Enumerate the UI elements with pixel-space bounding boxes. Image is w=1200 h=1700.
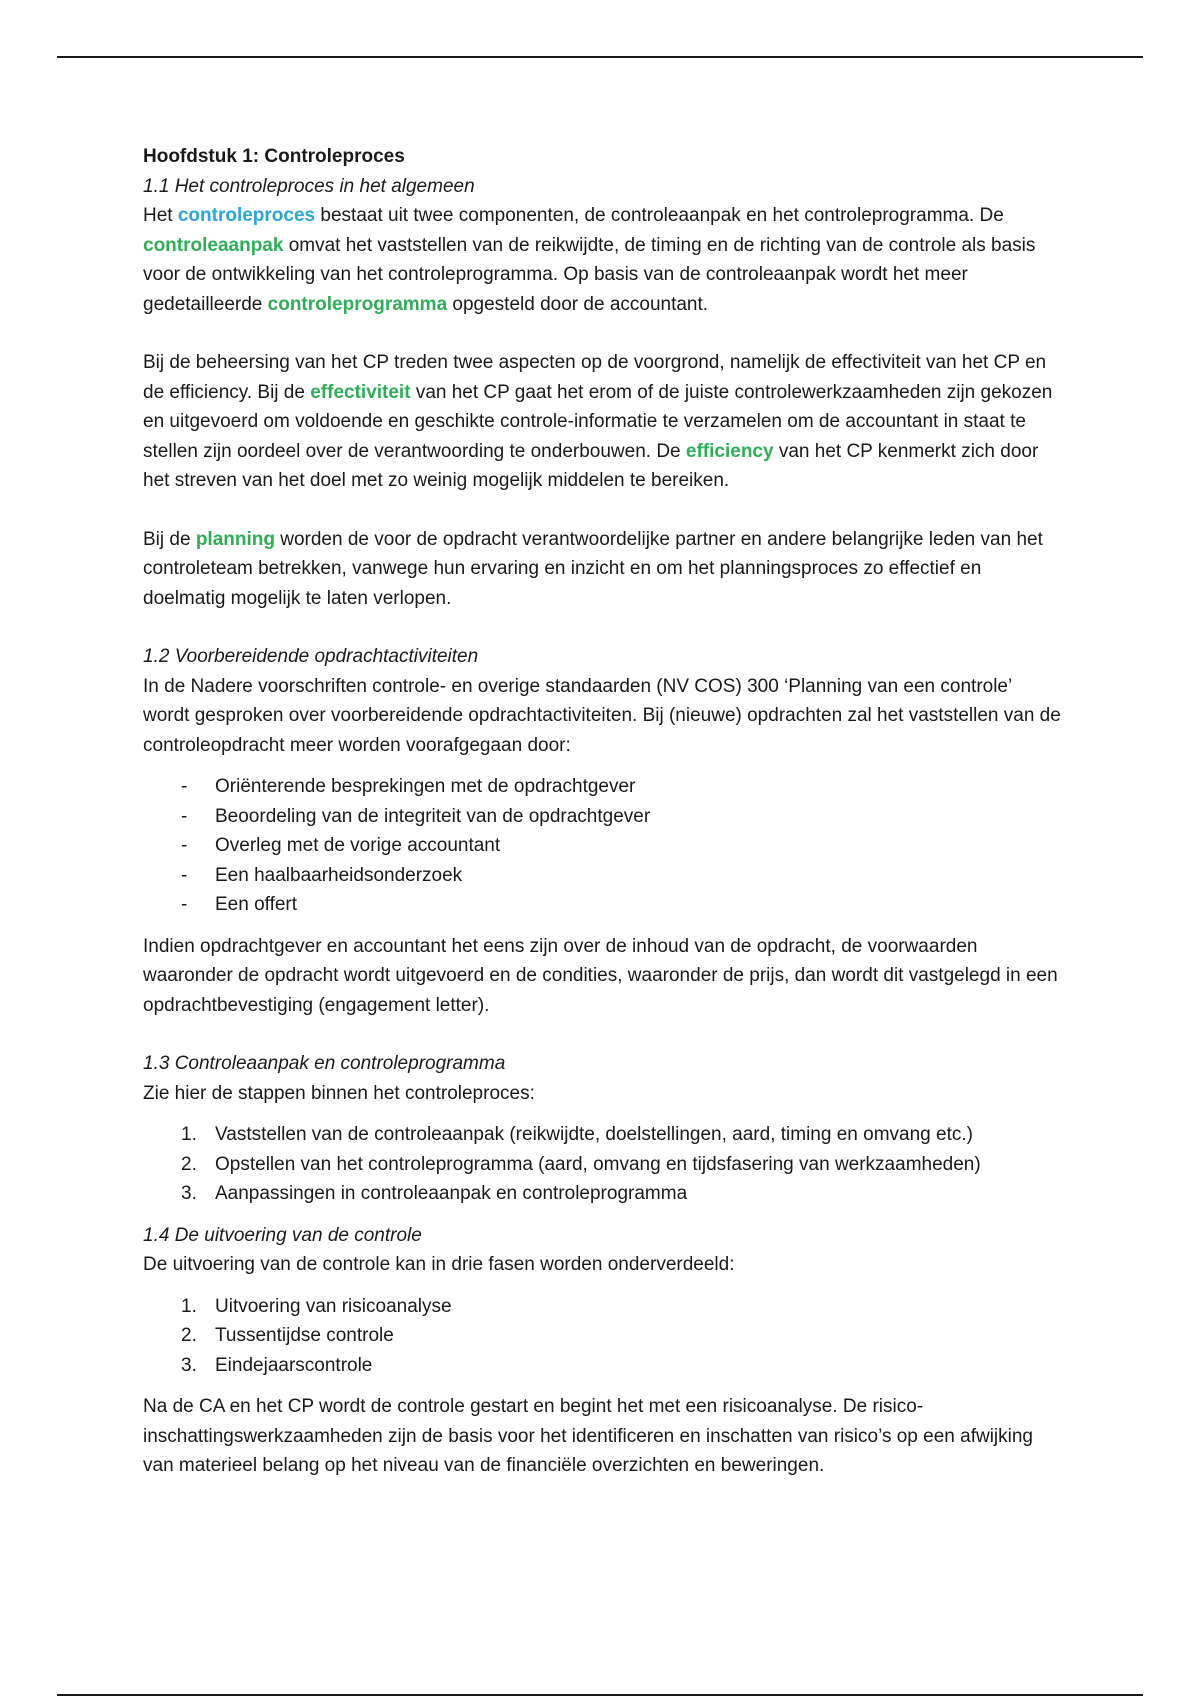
footer-rule [57,1694,1143,1696]
list-item [143,802,1063,832]
list-item-text: Vaststellen van de controleaanpak (reikwijdte, doelstellingen, aard, timing en omvang etc.) [215,1124,973,1145]
dash-marker: - [181,835,188,856]
text-run: omvat het vaststellen van de reikwijdte, de timing en de richting van de controle als basis voor de ontwikkeling van het controleprogramma. Op basis van de controleaanpak wordt het meer gedetailleerde [143,234,1036,315]
list-number: 3. [181,1183,197,1204]
text-run: Bij de beheersing van het CP treden twee aspecten op de voorgrond, namelijk de effectiviteit van het CP en de efficiency. Bij de [143,352,1047,403]
spacer [143,1209,1063,1221]
list-item-text: Uitvoering van risicoanalyse [215,1295,452,1317]
section-1-2-outro: Indien opdrachtgever en accountant het eens zijn over de inhoud van de opdracht, de voorwaarden waaronder de opdracht wordt uitgevoerd en de condities, waaronder de prijs, dan wordt dit vastgelegd in een opdrachtbevestiging (engagement letter). [143,935,1058,1016]
list-item-text: Een haalbaarheidsonderzoek [215,864,463,886]
section-1-4-title: 1.4 De uitvoering van de controle [143,1224,422,1246]
header-rule [57,56,1143,58]
section-1-1-paragraph-2 [143,348,1063,496]
document-body [143,142,1063,1481]
spacer [143,1280,1063,1292]
section-1-3-intro: Zie hier de stappen binnen het controleproces: [143,1082,535,1104]
spacer [143,613,1063,642]
spacer [143,760,1063,772]
list-item [143,772,1063,802]
list-item [143,1321,1063,1351]
dash-marker: - [181,805,188,827]
list-item [143,1179,1063,1209]
text-run: opgesteld door de accountant. [447,293,709,315]
list-item-text: Beoordeling van de integriteit van de opdrachtgever [215,805,651,827]
spacer [143,1108,1063,1120]
section-1-2-title: 1.2 Voorbereidende opdrachtactiviteiten [143,646,479,667]
section-1-3-title: 1.3 Controleaanpak en controleprogramma [143,1053,506,1074]
section-1-1-paragraph-1 [143,201,1063,319]
list-item [143,831,1063,861]
text-run: worden de voor de opdracht verantwoordelijke partner en andere belangrijke leden van het controleteam betrekken, vanwege hun ervaring en inzicht en om het planningsproces zo effectief en doelmatig mogelijk te laten verlopen. [143,528,1043,609]
steps-list [143,1120,1063,1209]
chapter-heading: Hoofdstuk 1: Controleproces [143,146,405,167]
list-item-text: Eindejaarscontrole [215,1354,373,1376]
keyword-controleaanpak: controleaanpak [143,234,284,256]
list-item [143,861,1063,891]
spacer [143,1020,1063,1049]
text-run: van het CP kenmerkt zich door het streven van het doel met zo weinig mogelijk middelen te bereiken. [143,440,1039,491]
text-run: Het [143,205,178,226]
list-item-text: Een offert [215,894,298,915]
spacer [143,920,1063,932]
list-item-text: Aanpassingen in controleaanpak en controleprogramma [215,1183,688,1204]
keyword-controleprogramma: controleprogramma [267,293,448,315]
section-1-4-outro: Na de CA en het CP wordt de controle gestart en begint het met een risicoanalyse. De risico-inschattingswerkzaamheden zijn de basis voor het identificeren en inschatten van risico’s op een afwijking van materieel belang op het niveau van de financiële overzichten en beweringen. [143,1396,1033,1476]
dash-marker: - [181,776,188,797]
list-item-text: Tussentijdse controle [215,1325,394,1346]
list-item [143,1150,1063,1180]
list-number: 3. [181,1354,197,1376]
section-1-4-intro: De uitvoering van de controle kan in drie fasen worden onderverdeeld: [143,1254,735,1275]
list-item-text: Oriënterende besprekingen met de opdrachtgever [215,776,636,797]
dash-marker: - [181,864,188,886]
list-number: 1. [181,1124,197,1145]
list-item [143,1292,1063,1322]
text-run: bestaat uit twee componenten, de controleaanpak en het controleprogramma. De [315,205,1004,226]
list-item-text: Opstellen van het controleprogramma (aard, omvang en tijdsfasering van werkzaamheden) [215,1153,981,1175]
spacer [143,1380,1063,1392]
section-1-2-intro: In de Nadere voorschriften controle- en overige standaarden (NV COS) 300 ‘Planning van een controle’ wordt gesproken over voorbereidende opdrachtactiviteiten. Bij (nieuwe) opdrachten zal het vaststellen van de controleopdracht meer worden voorafgegaan door: [143,675,1061,756]
keyword-controleproces: controleproces [177,205,316,226]
spacer [143,319,1063,348]
list-number: 1. [181,1295,197,1317]
phases-list [143,1292,1063,1381]
dash-marker: - [181,894,188,915]
activities-list [143,772,1063,920]
list-item-text: Overleg met de vorige accountant [215,835,501,856]
section-1-1-title: 1.1 Het controleproces in het algemeen [143,175,475,197]
list-number: 2. [181,1325,197,1346]
text-run: van het CP gaat het erom of de juiste controlewerkzaamheden zijn gekozen en uitgevoerd om voldoende en geschikte controle-informatie te verzamelen om de accountant in staat te stellen zijn oordeel over de verantwoording te onderbouwen. De [143,381,1053,462]
keyword-effectiviteit: effectiviteit [310,381,411,403]
list-item [143,1351,1063,1381]
list-item [143,890,1063,920]
list-number: 2. [181,1153,197,1175]
keyword-efficiency: efficiency [685,440,774,462]
list-item [143,1120,1063,1150]
keyword-planning: planning [195,528,275,550]
spacer [143,496,1063,525]
section-1-1-paragraph-3 [143,525,1063,614]
text-run: Bij de [143,528,196,550]
